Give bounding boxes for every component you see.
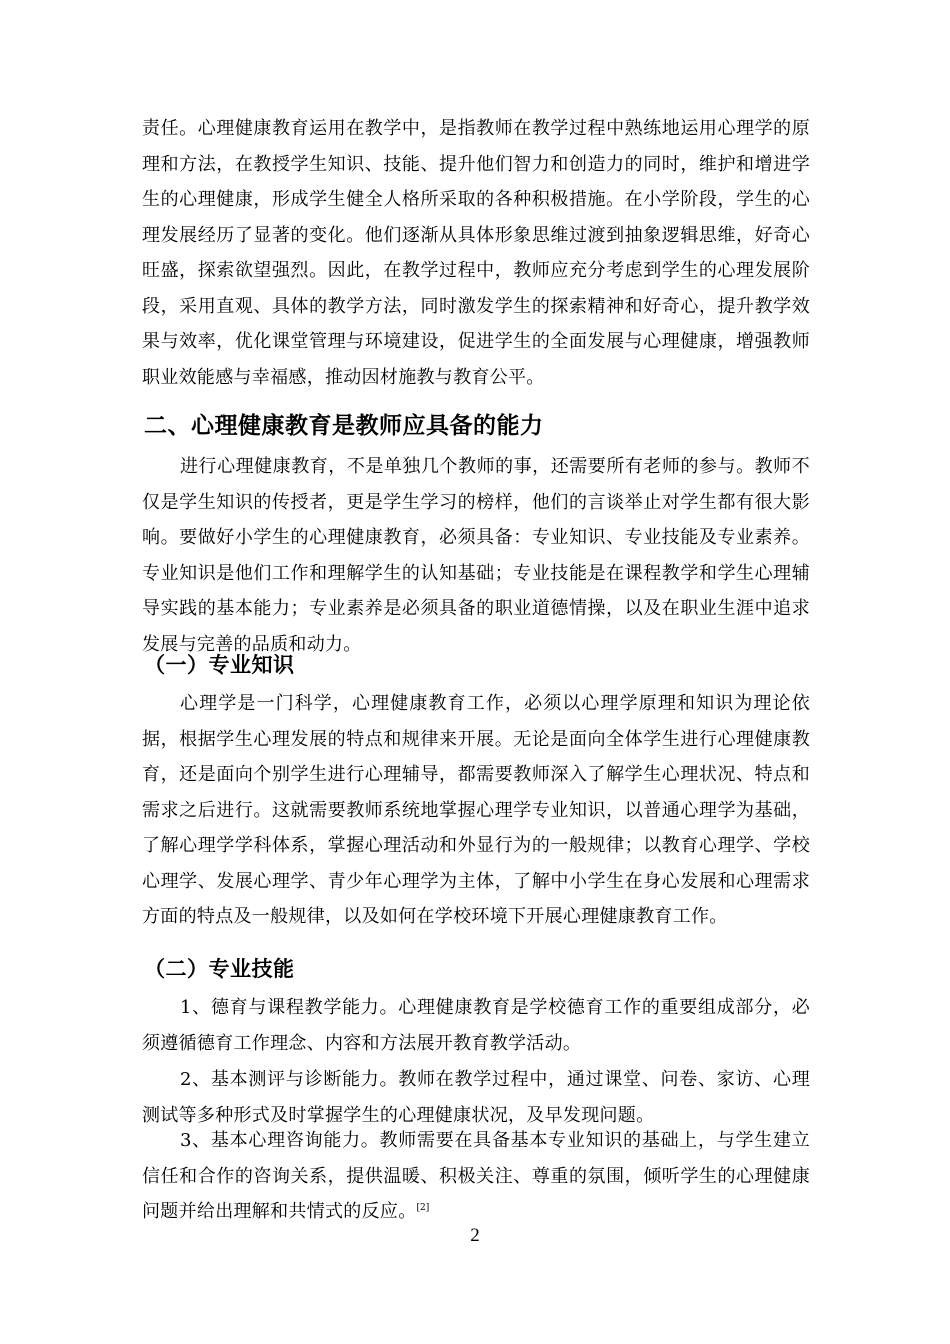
section-heading: 二、心理健康教育是教师应具备的能力 <box>144 413 544 439</box>
subsection-heading-skills: （二）专业技能 <box>144 957 295 981</box>
list-item-skill-3-text: 3、基本心理咨询能力。教师需要在具备基本专业知识的基础上，与学生建立信任和合作的咨询关系，提供温暖、积极关注、尊重的氛围，倾听学生的心理健康问题并给出理解和共情式的反应。 <box>142 1130 810 1222</box>
citation-reference[interactable]: [2] <box>416 1203 430 1213</box>
list-item-skill-2: 2、基本测评与诊断能力。教师在教学过程中，通过课堂、问卷、家访、心理测试等多种形式及时掌握学生的心理健康状况，及早发现问题。 <box>142 1069 810 1126</box>
body-paragraph-knowledge: 心理学是一门科学，心理健康教育工作，必须以心理学原理和知识为理论依据，根据学生心理发展的特点和规律来开展。无论是面向全体学生进行心理健康教育，还是面向个别学生进行心理辅导，都需要教师深入了解学生心理状况、特点和需求之后进行。这就需要教师系统地掌握心理学专业知识，以普通心理学为基础，了解心理学学科体系，掌握心理活动和外显行为的一般规律；以教育心理学、学校心理学、发展心理学、青少年心理学为主体，了解中小学生在身心发展和心理需求方面的特点及一般规律，以及如何在学校环境下开展心理健康教育工作。 <box>142 693 810 927</box>
subsection-heading-knowledge: （一）专业知识 <box>144 653 295 677</box>
page-number: 2 <box>470 1225 480 1246</box>
list-item-skill-1: 1、德育与课程教学能力。心理健康教育是学校德育工作的重要组成部分，必须遵循德育工作理念、内容和方法展开教育教学活动。 <box>142 997 810 1054</box>
body-paragraph-intro: 进行心理健康教育，不是单独几个教师的事，还需要所有老师的参与。教师不仅是学生知识的传授者，更是学生学习的榜样，他们的言谈举止对学生都有很大影响。要做好小学生的心理健康教育，必须具备：专业知识、专业技能及专业素养。专业知识是他们工作和理解学生的认知基础；专业技能是在课程教学和学生心理辅导实践的基本能力；专业素养是必须具备的职业道德情操，以及在职业生涯中追求发展与完善的品质和动力。 <box>142 456 810 655</box>
body-paragraph-continuation: 责任。心理健康教育运用在教学中，是指教师在教学过程中熟练地运用心理学的原理和方法，在教授学生知识、技能、提升他们智力和创造力的同时，维护和增进学生的心理健康，形成学生健全人格所采取的各种积极措施。在小学阶段，学生的心理发展经历了显著的变化。他们逐渐从具体形象思维过渡到抽象逻辑思维，好奇心旺盛，探索欲望强烈。因此，在教学过程中，教师应充分考虑到学生的心理发展阶段，采用直观、具体的教学方法，同时激发学生的探索精神和好奇心，提升教学效果与效率，优化课堂管理与环境建设，促进学生的全面发展与心理健康，增强教师职业效能感与幸福感，推动因材施教与教育公平。 <box>142 118 810 388</box>
list-item-skill-3 <box>142 1123 810 1230</box>
